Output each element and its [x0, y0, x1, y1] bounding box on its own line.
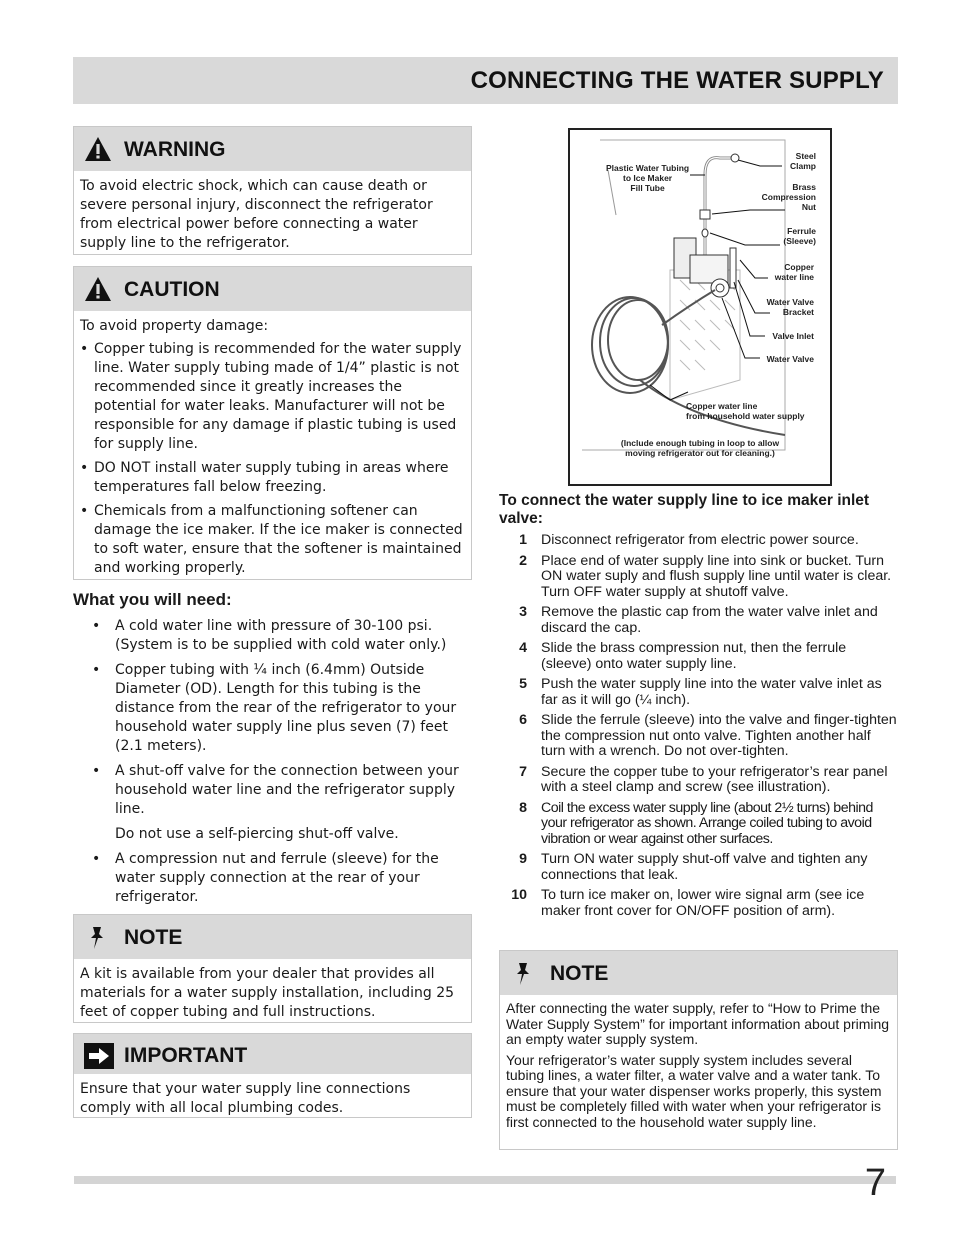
step-number: 7 — [519, 763, 527, 780]
need-item-note: Do not use a self-piercing shut-off valve. — [115, 826, 399, 842]
important-box — [73, 1033, 472, 1118]
step-text: Secure the copper tube to your refrigerator’s rear panel with a steel clamp and screw (see illustration). — [541, 763, 888, 795]
label-copper-household: Copper water line from household water supply — [686, 401, 805, 421]
important-title: IMPORTANT — [124, 1044, 248, 1067]
caution-triangle-icon — [84, 276, 112, 302]
pushpin-icon — [84, 924, 112, 950]
caution-intro: To avoid property damage: — [80, 318, 269, 334]
need-item: • Copper tubing with ¼ inch (6.4mm) Outside Diameter (OD). Length for this tubing is the distance from the rear of the refrigerator to your household water supply line plus seven (7) feet (2.1 meters). — [92, 661, 470, 756]
step-item — [503, 677, 898, 708]
note-box-left — [73, 914, 472, 1023]
water-valve-diagram — [568, 128, 832, 486]
step-item — [503, 888, 898, 919]
label-ferrule: Ferrule (Sleeve) — [783, 226, 816, 246]
what-you-need-heading: What you will need: — [73, 590, 232, 609]
label-brass-nut: Brass Compression Nut — [761, 182, 816, 212]
pushpin-icon — [510, 960, 538, 986]
step-text: Slide the ferrule (sleeve) into the valve and finger-tighten the compression nut onto valve. Tighten another half turn with a wrench. Do not over-tighten. — [541, 712, 897, 759]
caution-item: • Copper tubing is recommended for the water supply line. Water supply tubing made of 1/4” plastic is not recommended since it greatly increases the potential for water leaks. Manufacturer will not be responsible for any damage if plastic tubing is used for supply line. — [80, 340, 465, 454]
step-item — [503, 641, 898, 672]
steps-list — [503, 533, 898, 924]
step-text: Place end of water supply line into sink or bucket. Turn ON water suply and flush supply line until water is clear. Turn OFF water supply at shutoff valve. — [541, 552, 892, 600]
section-header — [73, 57, 898, 104]
footer-rule — [74, 1176, 896, 1184]
label-copper-water-line: Copper water line — [774, 262, 814, 282]
step-number: 4 — [519, 640, 527, 656]
warning-box — [73, 126, 472, 255]
step-number: 3 — [519, 604, 527, 620]
need-item: • A cold water line with pressure of 30-100 psi. (System is to be supplied with cold water only.) — [92, 617, 470, 655]
step-number: 9 — [519, 851, 527, 867]
steps-heading: To connect the water supply line to ice maker inlet valve: — [499, 492, 870, 527]
caution-item: • DO NOT install water supply tubing in areas where temperatures fall below freezing. — [80, 459, 465, 497]
important-header — [74, 1034, 471, 1074]
page-number: 7 — [864, 1162, 886, 1204]
label-valve-inlet: Valve Inlet — [772, 331, 814, 341]
step-text: Turn ON water supply shut-off valve and tighten any connections that leak. — [541, 851, 868, 883]
step-item — [503, 533, 898, 549]
label-loop-note: (Include enough tubing in loop to allow moving refrigerator out for cleaning.) — [620, 438, 780, 458]
note-header-right — [500, 951, 897, 995]
step-text: Remove the plastic cap from the water valve inlet and discard the cap. — [541, 604, 878, 636]
step-item — [503, 605, 898, 636]
caution-body — [74, 311, 471, 588]
caution-item: • Chemicals from a malfunctioning softener can damage the ice maker. If the ice maker is connected to soft water, ensure that the softener is maintained and working properly. — [80, 502, 465, 578]
caution-title: CAUTION — [124, 278, 220, 301]
note-title-left: NOTE — [124, 926, 183, 949]
step-text: Slide the brass compression nut, then the ferrule (sleeve) onto water supply line. — [541, 640, 847, 672]
page-title: CONNECTING THE WATER SUPPLY — [470, 67, 884, 94]
what-you-need-list — [92, 617, 470, 913]
label-valve-bracket: Water Valve Bracket — [766, 297, 814, 317]
need-item: • A compression nut and ferrule (sleeve) for the water supply connection at the rear of your refrigerator. — [92, 850, 470, 907]
warning-text: To avoid electric shock, which can cause death or severe personal injury, disconnect the refrigerator from electrical power before connecting a water supply line to the refrigerator. — [80, 178, 433, 251]
note-text-left: A kit is available from your dealer that provides all materials for a water supply installation, including 25 feet of copper tubing and full instructions. — [80, 966, 455, 1020]
note-paragraph: Your refrigerator’s water supply system includes several tubing lines, a water filter, a water valve and a water tank. To ensure that your water dispenser works properly, this system must be completely filled with water when your refrigerator is first connected to the household water supply line. — [506, 1051, 882, 1130]
step-number: 5 — [519, 676, 527, 692]
warning-header — [74, 127, 471, 171]
step-item — [503, 713, 898, 760]
note-body-right — [500, 995, 897, 1135]
step-number: 2 — [519, 552, 527, 569]
warning-triangle-icon — [84, 136, 112, 162]
important-text: Ensure that your water supply line connections comply with all local plumbing codes. — [80, 1081, 411, 1116]
caution-header — [74, 267, 471, 311]
caution-list — [80, 340, 465, 578]
step-item — [503, 554, 898, 601]
step-item — [503, 801, 898, 848]
step-number: 6 — [519, 712, 527, 728]
need-item: • A shut-off valve for the connection between your household water line and the refrigerator supply line. — [92, 762, 470, 819]
label-plastic-tubing: Plastic Water Tubing to Ice Maker Fill Tube — [606, 163, 690, 193]
arrow-right-icon — [84, 1043, 114, 1069]
step-number: 8 — [519, 799, 527, 816]
step-text: Coil the excess water supply line (about 2½ turns) behind your refrigerator as shown. Arrange coiled tubing to avoid vibration or wear against other surfaces. — [541, 799, 873, 847]
warning-title: WARNING — [124, 138, 226, 161]
step-item — [503, 852, 898, 883]
step-text: Push the water supply line into the water valve inlet as far as it will go (¼ inch). — [541, 676, 882, 708]
step-number: 1 — [519, 532, 527, 548]
note-box-right — [499, 950, 898, 1150]
step-number: 10 — [511, 887, 527, 903]
step-text: To turn ice maker on, lower wire signal arm (see ice maker front cover for ON/OFF position of arm). — [541, 887, 865, 919]
note-header-left — [74, 915, 471, 959]
step-text: Disconnect refrigerator from electric power source. — [541, 532, 859, 548]
label-steel-clamp: Steel Clamp — [790, 151, 816, 171]
note-paragraph: After connecting the water supply, refer to “How to Prime the Water Supply System” for important information about priming an empty water supply system. — [506, 1000, 890, 1047]
label-water-valve: Water Valve — [766, 354, 814, 364]
note-title-right: NOTE — [550, 962, 609, 985]
caution-box — [73, 266, 472, 580]
step-item — [503, 765, 898, 796]
